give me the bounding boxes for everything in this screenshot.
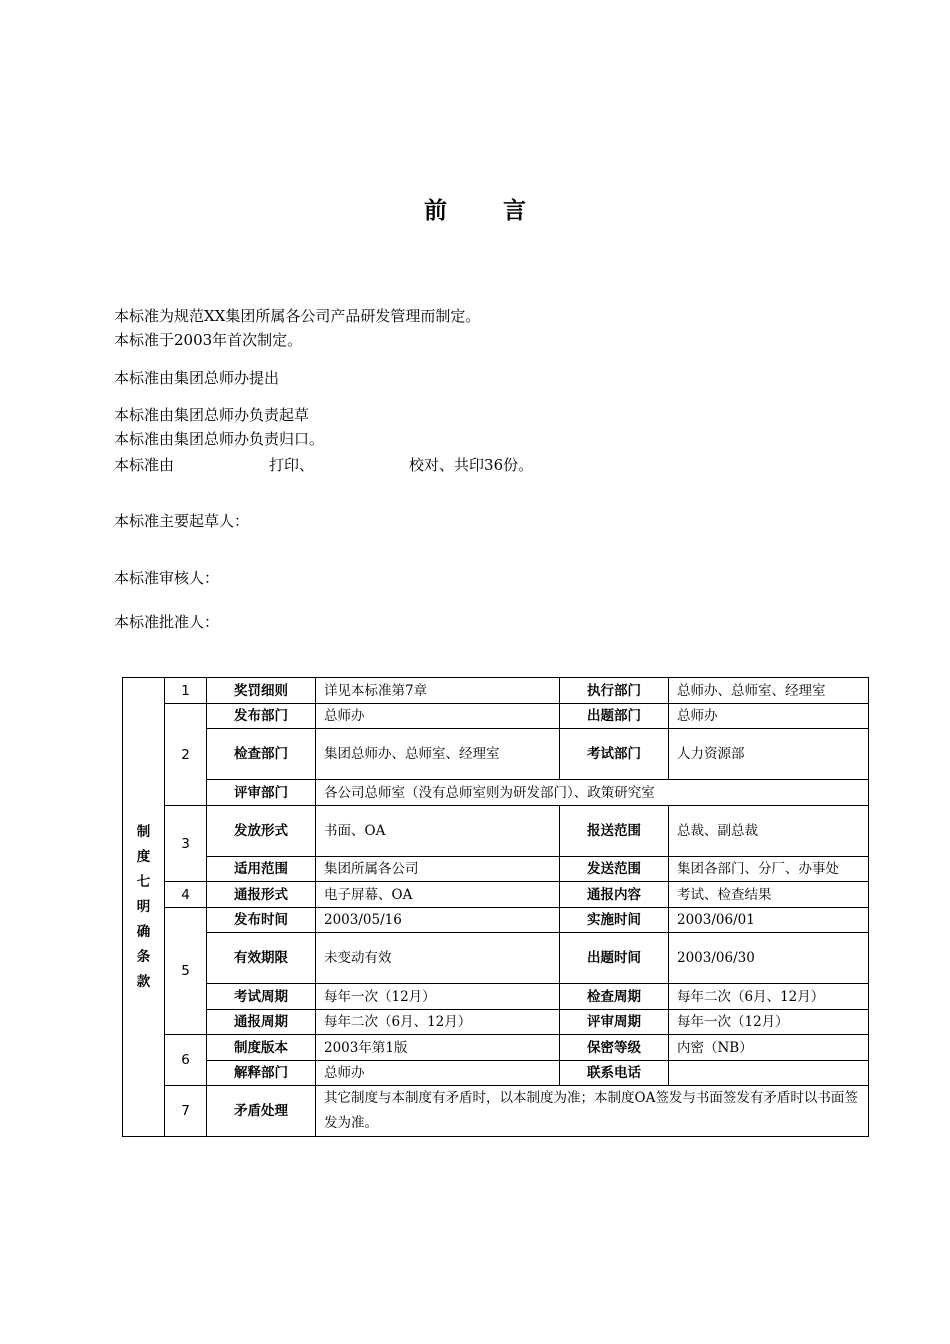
field-label: 通报内容 — [560, 882, 669, 908]
para-reviewer: 本标准审核人： — [114, 569, 220, 587]
field-label: 出题部门 — [560, 704, 669, 729]
side-label-char: 七 — [136, 873, 151, 890]
row-number: 5 — [165, 908, 207, 1035]
field-label: 通报周期 — [207, 1010, 316, 1035]
field-value: 书面、OA — [316, 806, 560, 857]
table-row — [123, 908, 869, 933]
field-label: 联系电话 — [560, 1061, 669, 1086]
field-label: 适用范围 — [207, 857, 316, 882]
field-value: 总师办 — [669, 704, 869, 729]
field-value: 各公司总师室（没有总师室则为研发部门）、政策研究室 — [316, 780, 869, 806]
field-label: 评审周期 — [560, 1010, 669, 1035]
row-number: 7 — [165, 1086, 207, 1137]
table-row — [123, 933, 869, 984]
field-label: 制度版本 — [207, 1035, 316, 1061]
regulation-info-table — [122, 677, 869, 1137]
side-label-char: 款 — [136, 973, 151, 990]
table-row — [123, 984, 869, 1010]
field-value: 每年一次（12月） — [316, 984, 560, 1010]
field-value: 2003年第1版 — [316, 1035, 560, 1061]
field-value: 内密（NB） — [669, 1035, 869, 1061]
field-value: 集团总师办、总师室、经理室 — [316, 729, 560, 780]
row-number: 6 — [165, 1035, 207, 1086]
field-value: 2003/05/16 — [316, 908, 560, 933]
field-value: 未变动有效 — [316, 933, 560, 984]
para-managed-by: 本标准由集团总师办负责归口。 — [114, 430, 325, 448]
table-row — [123, 1035, 869, 1061]
printing-print: 打印、 — [269, 456, 315, 474]
para-proposed-by: 本标准由集团总师办提出 — [114, 369, 280, 387]
para-purpose: 本标准为规范XX集团所属各公司产品研发管理而制定。 — [114, 307, 481, 325]
field-value: 总师办 — [316, 1061, 560, 1086]
row-number: 3 — [165, 806, 207, 882]
table-row — [123, 882, 869, 908]
para-approver: 本标准批准人： — [114, 613, 220, 631]
field-label: 检查部门 — [207, 729, 316, 780]
field-label: 矛盾处理 — [207, 1086, 316, 1137]
field-label: 发送范围 — [560, 857, 669, 882]
field-label: 解释部门 — [207, 1061, 316, 1086]
field-value: 集团各部门、分厂、办事处 — [669, 857, 869, 882]
row-number: 2 — [165, 704, 207, 806]
field-label: 保密等级 — [560, 1035, 669, 1061]
side-label-char: 明 — [136, 898, 151, 915]
field-label: 通报形式 — [207, 882, 316, 908]
field-label: 发布时间 — [207, 908, 316, 933]
field-value: 人力资源部 — [669, 729, 869, 780]
table-row — [123, 729, 869, 780]
printing-prefix: 本标准由 — [114, 456, 175, 474]
table-row — [123, 857, 869, 882]
field-value: 其它制度与本制度有矛盾时，以本制度为准；本制度OA签发与书面签发有矛盾时以书面签发为准。 — [316, 1086, 869, 1137]
table-row — [123, 780, 869, 806]
title-char-1: 前 — [424, 198, 447, 224]
field-label: 发放形式 — [207, 806, 316, 857]
side-label-char: 条 — [136, 948, 151, 965]
side-label-char: 制 — [136, 823, 151, 840]
field-label: 评审部门 — [207, 780, 316, 806]
field-value — [669, 1061, 869, 1086]
field-label: 奖罚细则 — [207, 678, 316, 704]
field-value: 2003/06/01 — [669, 908, 869, 933]
field-label: 有效期限 — [207, 933, 316, 984]
para-printing — [114, 455, 533, 475]
table-row — [123, 678, 869, 704]
field-label: 考试周期 — [207, 984, 316, 1010]
field-label: 考试部门 — [560, 729, 669, 780]
field-value: 每年二次（6月、12月） — [669, 984, 869, 1010]
field-label: 检查周期 — [560, 984, 669, 1010]
side-label — [123, 678, 165, 1137]
field-value: 2003/06/30 — [669, 933, 869, 984]
field-value: 每年二次（6月、12月） — [316, 1010, 560, 1035]
field-label: 执行部门 — [560, 678, 669, 704]
table-row — [123, 806, 869, 857]
side-label-char: 确 — [136, 923, 151, 940]
field-label: 实施时间 — [560, 908, 669, 933]
field-value: 总裁、副总裁 — [669, 806, 869, 857]
para-main-drafter: 本标准主要起草人： — [114, 512, 250, 530]
field-value: 考试、检查结果 — [669, 882, 869, 908]
field-value: 详见本标准第7章 — [316, 678, 560, 704]
table-row — [123, 1010, 869, 1035]
field-label: 出题时间 — [560, 933, 669, 984]
table-row — [123, 704, 869, 729]
row-number: 1 — [165, 678, 207, 704]
title-char-2: 言 — [503, 198, 526, 224]
field-value: 总师办、总师室、经理室 — [669, 678, 869, 704]
field-label: 发布部门 — [207, 704, 316, 729]
page-title — [0, 192, 950, 225]
para-drafted-by: 本标准由集团总师办负责起草 — [114, 406, 310, 424]
table-row — [123, 1061, 869, 1086]
field-value: 集团所属各公司 — [316, 857, 560, 882]
side-label-char: 度 — [136, 848, 151, 865]
row-number: 4 — [165, 882, 207, 908]
field-value: 每年一次（12月） — [669, 1010, 869, 1035]
table-row — [123, 1086, 869, 1137]
para-first-issued: 本标准于2003年首次制定。 — [114, 331, 303, 349]
field-value: 总师办 — [316, 704, 560, 729]
field-value: 电子屏幕、OA — [316, 882, 560, 908]
field-label: 报送范围 — [560, 806, 669, 857]
printing-proofread: 校对、共印36份。 — [409, 456, 534, 474]
